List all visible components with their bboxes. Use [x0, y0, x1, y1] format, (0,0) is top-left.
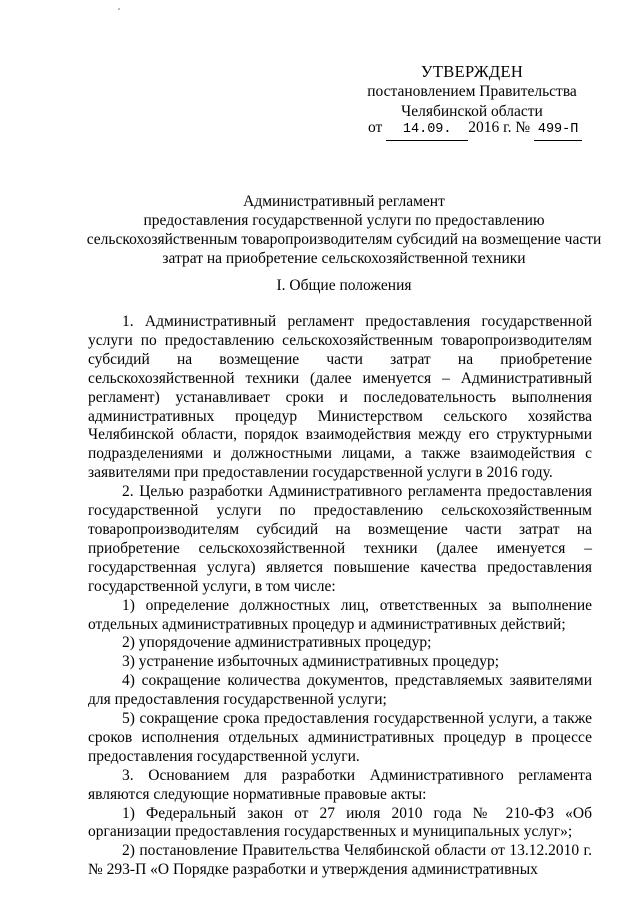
date-year: 2016 г. № [468, 119, 531, 136]
title-line-2: предоставления государственной услуги по предоставлению [143, 212, 545, 229]
approval-date-line [368, 118, 582, 141]
list-item: 5) сокращение срока предоставления государственной услуги, а также сроков исполнения отдельных административных процедур в процессе предоставления государственной услуги. [88, 710, 592, 765]
list-item: 4) сокращение количества документов, представляемых заявителями для предоставления государственной услуги; [88, 672, 592, 709]
list-item: 1) определение должностных лиц, ответственных за выполнение отдельных административных процедур и административных действий; [88, 596, 592, 633]
approval-line-3: Челябинской области [401, 103, 543, 120]
approval-stamp [362, 62, 582, 122]
title-line-3: сельскохозяйственным товаропроизводителям субсидий на возмещение части [86, 231, 602, 248]
paragraph: 2. Целью разработки Административного регламента предоставления государственной услуги по предоставлению сельскохозяйственным товаропроизводителям субсидий на возмещение части затрат на приобретение сельскохозяйственной техники (далее именуется – государственная услуга) является повышение качества предоставления государственной услуги, в том числе: [88, 483, 592, 595]
paragraph: 3. Основанием для разработки Административного регламента являются следующие нормативные правовые акты: [88, 766, 592, 803]
date-prefix: от [368, 119, 383, 136]
document-title [60, 192, 628, 268]
section-heading: I. Общие положения [276, 277, 412, 294]
approval-heading: УТВЕРЖДЕН [420, 62, 524, 81]
paragraph: 1. Административный регламент предоставления государственной услуги по предоставлению сельскохозяйственным товаропроизводителям субсидий на возмещение части затрат на приобретение сельскохозяйственной техники (далее именуется – Административный регламент) устанавливает сроки и последовательность выполнения административных процедур Министерством сельского хозяйства Челябинской области, порядок взаимодействия между его структурными подразделениями и должностными лицами, а также взаимодействия с заявителями при предоставлении государственной услуги в 2016 году. [88, 313, 592, 482]
title-line-4: затрат на приобретение сельскохозяйственной техники [162, 250, 526, 267]
approval-line-2: постановлением Правительства [367, 83, 577, 100]
scan-speck [118, 8, 120, 10]
list-item: 1) Федеральный закон от 27 июля 2010 года № 210-ФЗ «Об организации предоставления государственных и муниципальных услуг»; [88, 804, 592, 841]
document-body [88, 313, 592, 880]
list-item: 2) упорядочение административных процедур; [122, 634, 432, 652]
list-item: 3) устранение избыточных административных процедур; [122, 653, 500, 671]
document-number: 499-П [534, 120, 582, 141]
date-value: 14.09. [386, 120, 468, 141]
list-item: 2) постановление Правительства Челябинской области от 13.12.2010 г. № 293-П «О Порядке разработки и утверждения административных [88, 842, 592, 879]
title-line-1: Административный регламент [243, 193, 445, 210]
